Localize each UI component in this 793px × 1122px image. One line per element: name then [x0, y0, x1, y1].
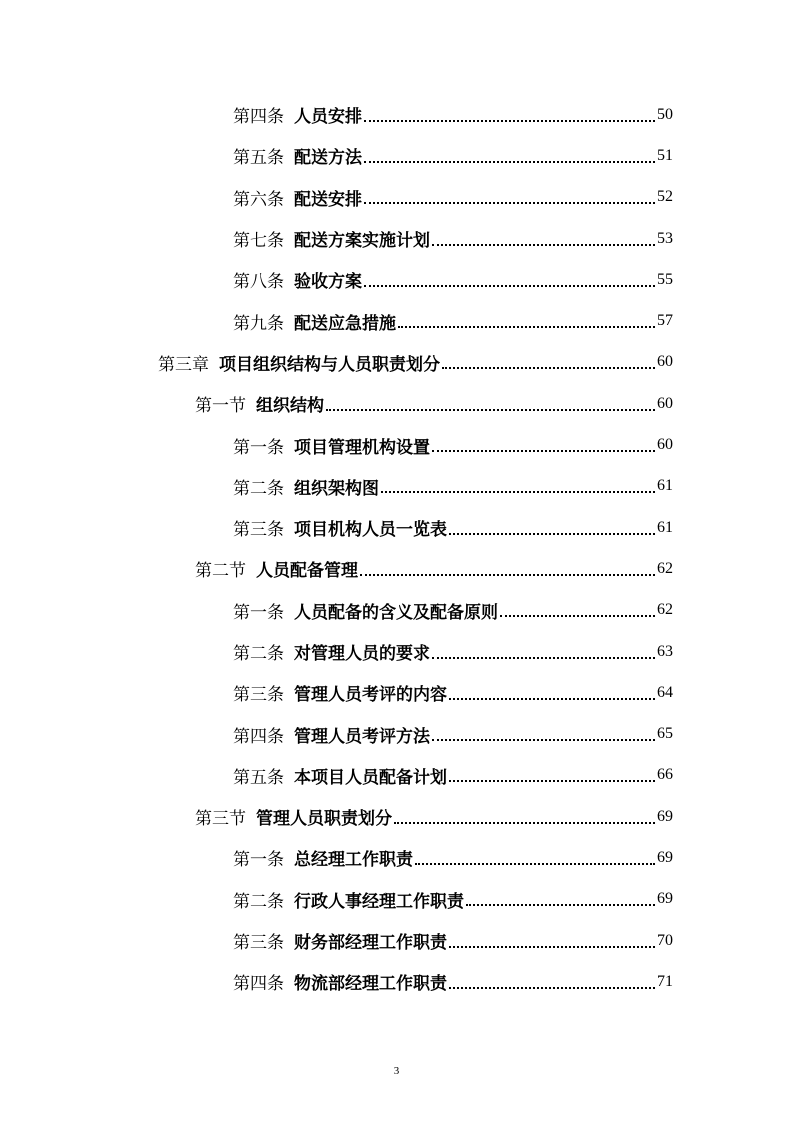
toc-entry[interactable]	[0, 259, 793, 300]
toc-entry-number: 第一节	[195, 396, 246, 417]
toc-dot-leader	[500, 615, 655, 617]
toc-entry[interactable]	[0, 548, 793, 589]
toc-entry-title: 人员配备管理	[256, 561, 358, 582]
toc-dot-leader	[432, 244, 655, 246]
toc-entry-number: 第一条	[233, 602, 284, 623]
toc-dot-leader	[364, 161, 655, 163]
toc-entry[interactable]	[0, 383, 793, 424]
toc-entry-page: 62	[657, 601, 673, 619]
toc-dot-leader	[364, 120, 655, 122]
toc-entry-page: 55	[657, 270, 673, 288]
toc-entry-title: 配送方案实施计划	[294, 231, 430, 252]
toc-dot-leader	[364, 285, 655, 287]
toc-dot-leader	[442, 367, 655, 369]
toc-dot-leader	[449, 780, 655, 782]
toc-entry-title: 管理人员考评的内容	[294, 685, 447, 706]
toc-entry-page: 71	[657, 972, 673, 990]
toc-entry-page: 61	[657, 477, 673, 495]
toc-entry-title: 项目组织结构与人员职责划分	[219, 354, 440, 375]
page-number: 3	[393, 1065, 400, 1077]
toc-dot-leader	[449, 946, 655, 948]
toc-dot-leader	[381, 491, 655, 493]
toc-entry[interactable]	[0, 135, 793, 176]
toc-entry-title: 人员安排	[294, 107, 362, 128]
toc-entry-number: 第六条	[233, 189, 284, 210]
toc-entry-page: 60	[657, 436, 673, 454]
toc-entry[interactable]	[0, 94, 793, 135]
toc-entry[interactable]	[0, 507, 793, 548]
toc-entry[interactable]	[0, 218, 793, 259]
toc-entry-title: 财务部经理工作职责	[294, 933, 447, 954]
toc-entry-page: 62	[657, 559, 673, 577]
toc-entry-page: 51	[657, 146, 673, 164]
toc-entry-page: 57	[657, 312, 673, 330]
toc-entry-title: 项目管理机构设置	[294, 437, 430, 458]
toc-entry-page: 60	[657, 394, 673, 412]
toc-entry-page: 52	[657, 188, 673, 206]
toc-entry-title: 配送应急措施	[294, 313, 396, 334]
toc-entry[interactable]	[0, 879, 793, 920]
toc-entry[interactable]	[0, 920, 793, 961]
toc-entry[interactable]	[0, 755, 793, 796]
toc-entry-number: 第一条	[233, 850, 284, 871]
toc-dot-leader	[394, 822, 655, 824]
toc-entry-title: 本项目人员配备计划	[294, 767, 447, 788]
toc-entry-number: 第四条	[233, 974, 284, 995]
toc-entry-title: 人员配备的含义及配备原则	[294, 602, 498, 623]
toc-entry[interactable]	[0, 631, 793, 672]
toc-dot-leader	[326, 409, 655, 411]
toc-entry-title: 组织结构	[256, 396, 324, 417]
toc-dot-leader	[449, 987, 655, 989]
toc-dot-leader	[432, 657, 655, 659]
toc-dot-leader	[415, 863, 655, 865]
toc-entry-title: 对管理人员的要求	[294, 644, 430, 664]
toc-entry-title: 管理人员考评方法	[294, 726, 430, 747]
toc-entry-page: 69	[657, 890, 673, 908]
toc-entry-number: 第三条	[233, 685, 284, 706]
toc-entry-title: 行政人事经理工作职责	[294, 891, 464, 912]
toc-entry-title: 组织架构图	[294, 478, 379, 499]
toc-entry-title: 物流部经理工作职责	[294, 974, 447, 995]
toc-entry-page: 53	[657, 229, 673, 247]
toc-entry-number: 第九条	[233, 313, 284, 334]
toc-dot-leader	[466, 904, 655, 906]
toc-entry[interactable]	[0, 424, 793, 465]
toc-dot-leader	[449, 698, 655, 700]
toc-dot-leader	[364, 202, 655, 204]
toc-entry-number: 第五条	[233, 148, 284, 169]
toc-dot-leader	[398, 326, 655, 328]
toc-entry-title: 配送方法	[294, 148, 362, 169]
toc-entry-number: 第七条	[233, 231, 284, 252]
toc-entry-page: 65	[657, 725, 673, 743]
toc-entry-number: 第三节	[195, 809, 246, 830]
toc-entry[interactable]	[0, 837, 793, 878]
toc-entry-page: 61	[657, 518, 673, 536]
toc-entry[interactable]	[0, 713, 793, 754]
table-of-contents	[0, 94, 793, 1003]
toc-entry[interactable]	[0, 796, 793, 837]
toc-entry-page: 69	[657, 848, 673, 866]
toc-dot-leader	[360, 574, 655, 576]
toc-entry-number: 第八条	[233, 272, 284, 293]
toc-entry-page: 64	[657, 683, 673, 701]
toc-entry-title: 配送安排	[294, 189, 362, 210]
toc-entry-page: 60	[657, 353, 673, 371]
toc-entry-page: 70	[657, 931, 673, 949]
toc-entry[interactable]	[0, 590, 793, 631]
toc-entry-page: 66	[657, 766, 673, 784]
toc-entry-title: 项目机构人员一览表	[294, 520, 447, 541]
toc-entry-number: 第四条	[233, 726, 284, 747]
toc-entry-number: 第二条	[233, 644, 284, 664]
toc-entry-title: 管理人员职责划分	[256, 809, 392, 830]
toc-dot-leader	[432, 450, 655, 452]
toc-entry-number: 第三章	[158, 354, 209, 375]
toc-entry[interactable]	[0, 672, 793, 713]
toc-entry-number: 第四条	[233, 107, 284, 128]
toc-entry-number: 第三条	[233, 933, 284, 954]
toc-entry-number: 第二节	[195, 561, 246, 582]
toc-entry[interactable]	[0, 177, 793, 218]
toc-entry-number: 第三条	[233, 520, 284, 541]
toc-entry-number: 第二条	[233, 478, 284, 499]
toc-entry-page: 69	[657, 807, 673, 825]
toc-entry-title: 验收方案	[294, 272, 362, 293]
toc-entry-page: 63	[657, 642, 673, 660]
toc-entry-number: 第一条	[233, 437, 284, 458]
toc-entry[interactable]	[0, 466, 793, 507]
toc-entry-title: 总经理工作职责	[294, 850, 413, 871]
toc-entry[interactable]	[0, 961, 793, 1002]
toc-entry[interactable]	[0, 342, 793, 383]
toc-dot-leader	[432, 739, 655, 741]
toc-entry-number: 第二条	[233, 891, 284, 912]
toc-entry-page: 50	[657, 105, 673, 123]
toc-entry-number: 第五条	[233, 767, 284, 788]
toc-dot-leader	[449, 533, 655, 535]
toc-entry[interactable]	[0, 300, 793, 341]
